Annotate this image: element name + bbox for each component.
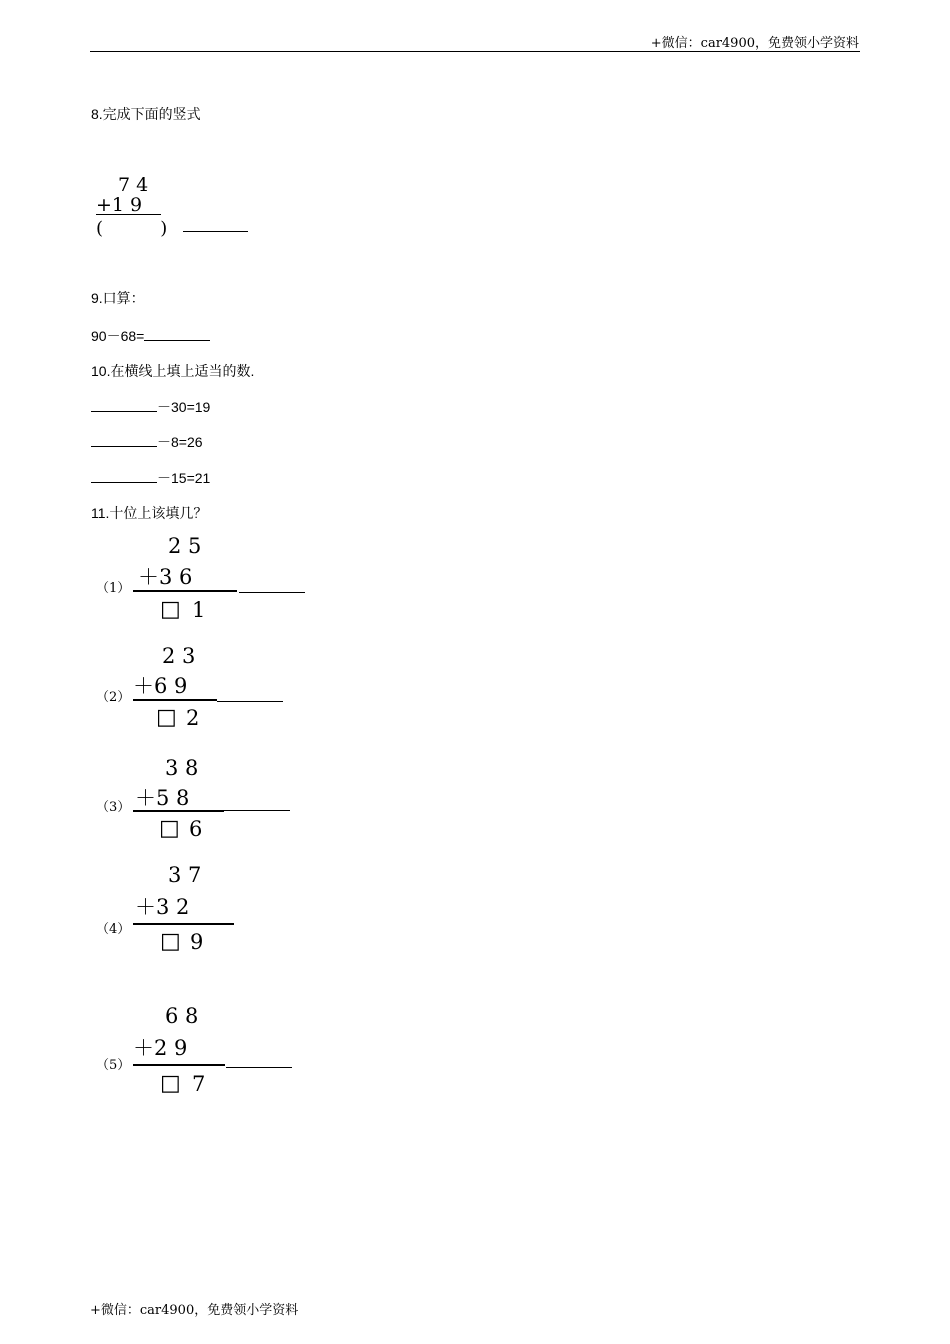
q11-ones-digit: 9 — [190, 930, 204, 954]
q10-expression: －15=21 — [157, 470, 211, 486]
q11-item-label: （1） — [96, 581, 131, 596]
q11-top-number: 6 8 — [165, 1004, 199, 1028]
q11-ones-digit: 6 — [189, 817, 203, 841]
q11-item-label: （2） — [96, 690, 131, 705]
q11-top-number: 3 8 — [165, 756, 199, 780]
q11-addend: ＋3 2 — [135, 895, 190, 919]
q11-ones-digit: 1 — [192, 598, 206, 622]
q8-sum-line — [96, 214, 161, 215]
q11-addend: ＋5 8 — [135, 786, 190, 810]
q11-answer-blank[interactable] — [226, 1054, 292, 1068]
q11-tens-box: □ — [160, 597, 181, 622]
q11-ones-digit: 2 — [186, 706, 200, 730]
q11-addend: ＋2 9 — [133, 1036, 188, 1060]
q11-addend: ＋3 6 — [138, 565, 193, 589]
q11-sum-line — [133, 699, 217, 701]
q10-answer-blank[interactable] — [91, 469, 157, 483]
page-header-text: +微信：car4900，免费领小学资料 — [650, 36, 859, 51]
q11-sum-line — [133, 1064, 225, 1066]
q11-answer-blank[interactable] — [217, 688, 283, 702]
page-footer-text: +微信：car4900，免费领小学资料 — [90, 1303, 299, 1318]
q11-tens-box: □ — [156, 705, 177, 730]
q11-answer-blank[interactable] — [224, 797, 290, 811]
question-9-title: 9.口算： — [91, 290, 145, 306]
q11-top-number: 3 7 — [168, 863, 202, 887]
q11-item-label: （4） — [96, 922, 131, 937]
question-8-title: 8.完成下面的竖式 — [91, 106, 201, 122]
q10-answer-blank[interactable] — [91, 398, 157, 412]
question-11-title: 11.十位上该填几？ — [91, 505, 208, 521]
q9-expression: 90－68= — [91, 328, 145, 344]
q11-top-number: 2 3 — [162, 644, 196, 668]
q11-sum-line — [133, 923, 234, 925]
q10-row — [91, 468, 210, 488]
q11-tens-box: □ — [160, 929, 181, 954]
q10-row — [91, 432, 203, 452]
q11-sum-line — [133, 810, 224, 812]
q11-top-number: 2 5 — [168, 534, 202, 558]
q11-ones-digit: 7 — [192, 1072, 206, 1096]
q11-answer-blank[interactable] — [239, 579, 305, 593]
q11-tens-box: □ — [159, 816, 180, 841]
header-divider — [90, 51, 860, 52]
q10-expression: －8=26 — [157, 434, 203, 450]
q10-row — [91, 397, 210, 417]
q8-answer-blank[interactable] — [183, 218, 248, 232]
q9-expression-line — [91, 326, 210, 346]
q8-top-number: 7 4 — [118, 174, 149, 196]
q8-addend: +1 9 — [96, 194, 143, 216]
q9-answer-blank[interactable] — [144, 327, 210, 341]
q10-expression: －30=19 — [157, 399, 211, 415]
q8-result-parentheses: ( ) — [96, 218, 168, 239]
q11-item-label: （5） — [96, 1058, 131, 1073]
q10-answer-blank[interactable] — [91, 433, 157, 447]
q11-item-label: （3） — [96, 800, 131, 815]
q11-addend: ＋6 9 — [133, 674, 188, 698]
question-10-title: 10.在横线上填上适当的数. — [91, 363, 255, 379]
q11-sum-line — [133, 590, 237, 592]
q11-tens-box: □ — [160, 1071, 181, 1096]
